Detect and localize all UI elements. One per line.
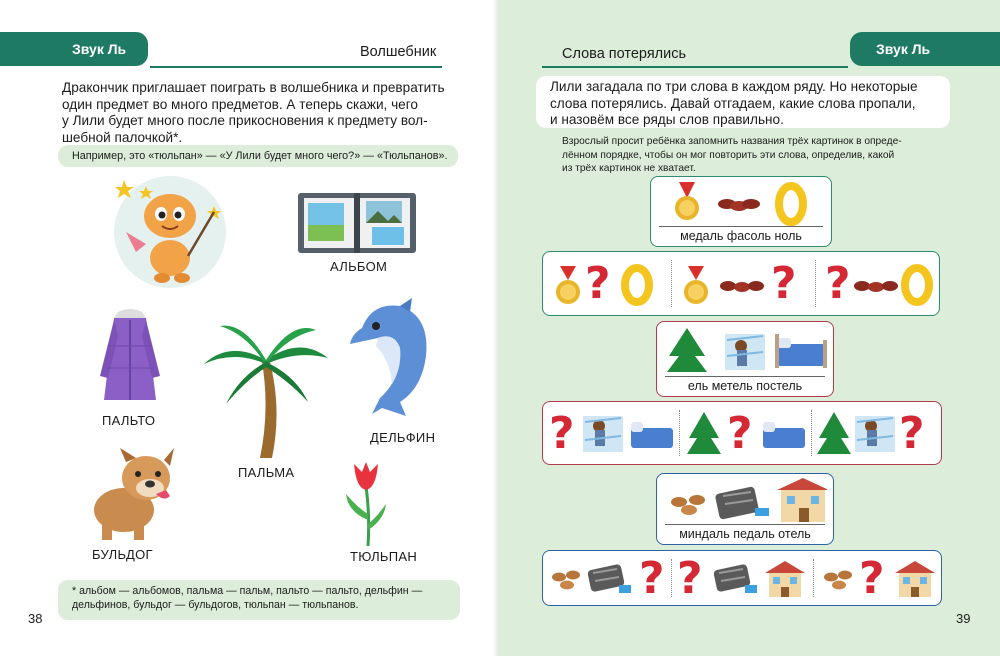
intro-line: Дракончик приглашает поиграть в волшебника и превратить — [62, 80, 445, 95]
intro-line: один предмет во много предметов. А теперь скажи, чего — [62, 96, 418, 112]
example-bar: Например, это «тюльпан» — «У Лили будет много чего?» — «Тюльпанов». — [58, 145, 458, 167]
beans-icon — [853, 278, 899, 294]
blizzard-icon — [855, 416, 895, 452]
word-palto: ПАЛЬТО — [102, 413, 156, 428]
word-album: АЛЬБОМ — [330, 259, 388, 274]
divider — [679, 410, 680, 456]
tulip-image — [340, 460, 390, 548]
instruction-line: лённом порядке, чтобы он мог повторить эти слова, определив, какой — [562, 149, 895, 161]
page-number-right: 39 — [956, 611, 971, 626]
zero-icon — [619, 264, 655, 306]
intro-line: слова потерялись. Давай отгадаем, какие слова пропали, — [550, 95, 916, 111]
task-card-3 — [542, 550, 942, 606]
zero-icon — [899, 264, 935, 306]
pedal-icon — [711, 561, 759, 597]
page-number-left: 38 — [28, 611, 43, 626]
blizzard-icon — [583, 416, 623, 452]
question-mark-icon: ? — [825, 258, 851, 309]
row-words-3: миндаль педаль отель — [665, 524, 825, 542]
sound-tab-right: Звук Ль — [850, 32, 1000, 66]
pedal-icon — [585, 561, 633, 597]
page-title-right: Слова потерялись — [562, 46, 687, 62]
fir-icon — [687, 412, 721, 456]
medal-beans-zero-icons — [671, 180, 811, 226]
page-title-left: Волшебник — [360, 44, 437, 60]
word-tulpan: ТЮЛЬПАН — [350, 549, 418, 564]
bed-icon — [761, 420, 807, 450]
word-buldog: БУЛЬДОГ — [92, 547, 153, 562]
intro-text-left — [62, 80, 454, 146]
instruction-line: из трёх картинок не хватает. — [562, 163, 696, 174]
medal-icon — [681, 266, 711, 306]
question-mark-icon: ? — [639, 553, 665, 604]
fir-icon — [817, 412, 851, 456]
left-page — [0, 0, 498, 656]
divider — [671, 260, 672, 307]
almonds-icon — [551, 567, 581, 591]
coat-image — [92, 306, 168, 406]
word-palma: ПАЛЬМА — [238, 465, 295, 480]
almonds-pedal-hotel-icons — [667, 478, 827, 524]
dragon-image — [106, 172, 234, 290]
instruction-line: Взрослый просит ребёнка запомнить названия трёх картинок в опреде- — [562, 136, 902, 147]
hotel-icon — [895, 561, 935, 597]
intro-line: и назовём все ряды слов правильно. — [550, 112, 784, 128]
dolphin-image — [342, 298, 434, 420]
question-mark-icon: ? — [859, 553, 885, 604]
reference-card-3 — [656, 473, 834, 545]
row-words-1: медаль фасоль ноль — [659, 226, 823, 244]
question-mark-icon: ? — [727, 408, 753, 459]
reference-card-2 — [656, 321, 834, 397]
title-underline-left — [150, 66, 442, 68]
task-card-2 — [542, 401, 942, 465]
footnote-line: дельфинов, бульдог — бульдогов, тюльпан — тюльпанов. — [72, 599, 359, 611]
intro-text-right — [550, 79, 940, 129]
instruction-text — [562, 135, 942, 176]
title-underline-right — [542, 66, 848, 68]
row-words-2: ель метель постель — [665, 376, 825, 394]
divider — [671, 559, 672, 597]
divider — [813, 559, 814, 597]
task-card-1 — [542, 251, 940, 316]
question-mark-icon: ? — [771, 258, 797, 309]
reference-card-1 — [650, 176, 832, 247]
word-delfin: ДЕЛЬФИН — [370, 430, 436, 445]
medal-icon — [553, 266, 583, 306]
question-mark-icon: ? — [899, 408, 925, 459]
sound-tab-left: Звук Ль — [0, 32, 148, 66]
hotel-icon — [765, 561, 805, 597]
beans-icon — [719, 278, 765, 294]
fir-blizzard-bed-icons — [665, 326, 827, 374]
divider — [815, 260, 816, 307]
footnote-box — [58, 580, 460, 620]
palm-image — [200, 320, 332, 460]
intro-line: Лили загадала по три слова в каждом ряду. Но некоторые — [550, 79, 918, 94]
intro-line: шебной палочкой*. — [62, 129, 183, 145]
question-mark-icon: ? — [549, 408, 575, 459]
question-mark-icon: ? — [585, 258, 611, 309]
right-page — [498, 0, 1000, 656]
divider — [811, 410, 812, 456]
almonds-icon — [823, 567, 853, 591]
bulldog-image — [80, 446, 180, 542]
question-mark-icon: ? — [677, 553, 703, 604]
bed-icon — [629, 420, 675, 450]
footnote-line: * альбом — альбомов, пальма — пальм, пальто — пальто, дельфин — — [72, 585, 423, 597]
intro-line: у Лили будет много после прикосновения к предмету вол- — [62, 113, 428, 129]
album-image — [296, 191, 418, 255]
